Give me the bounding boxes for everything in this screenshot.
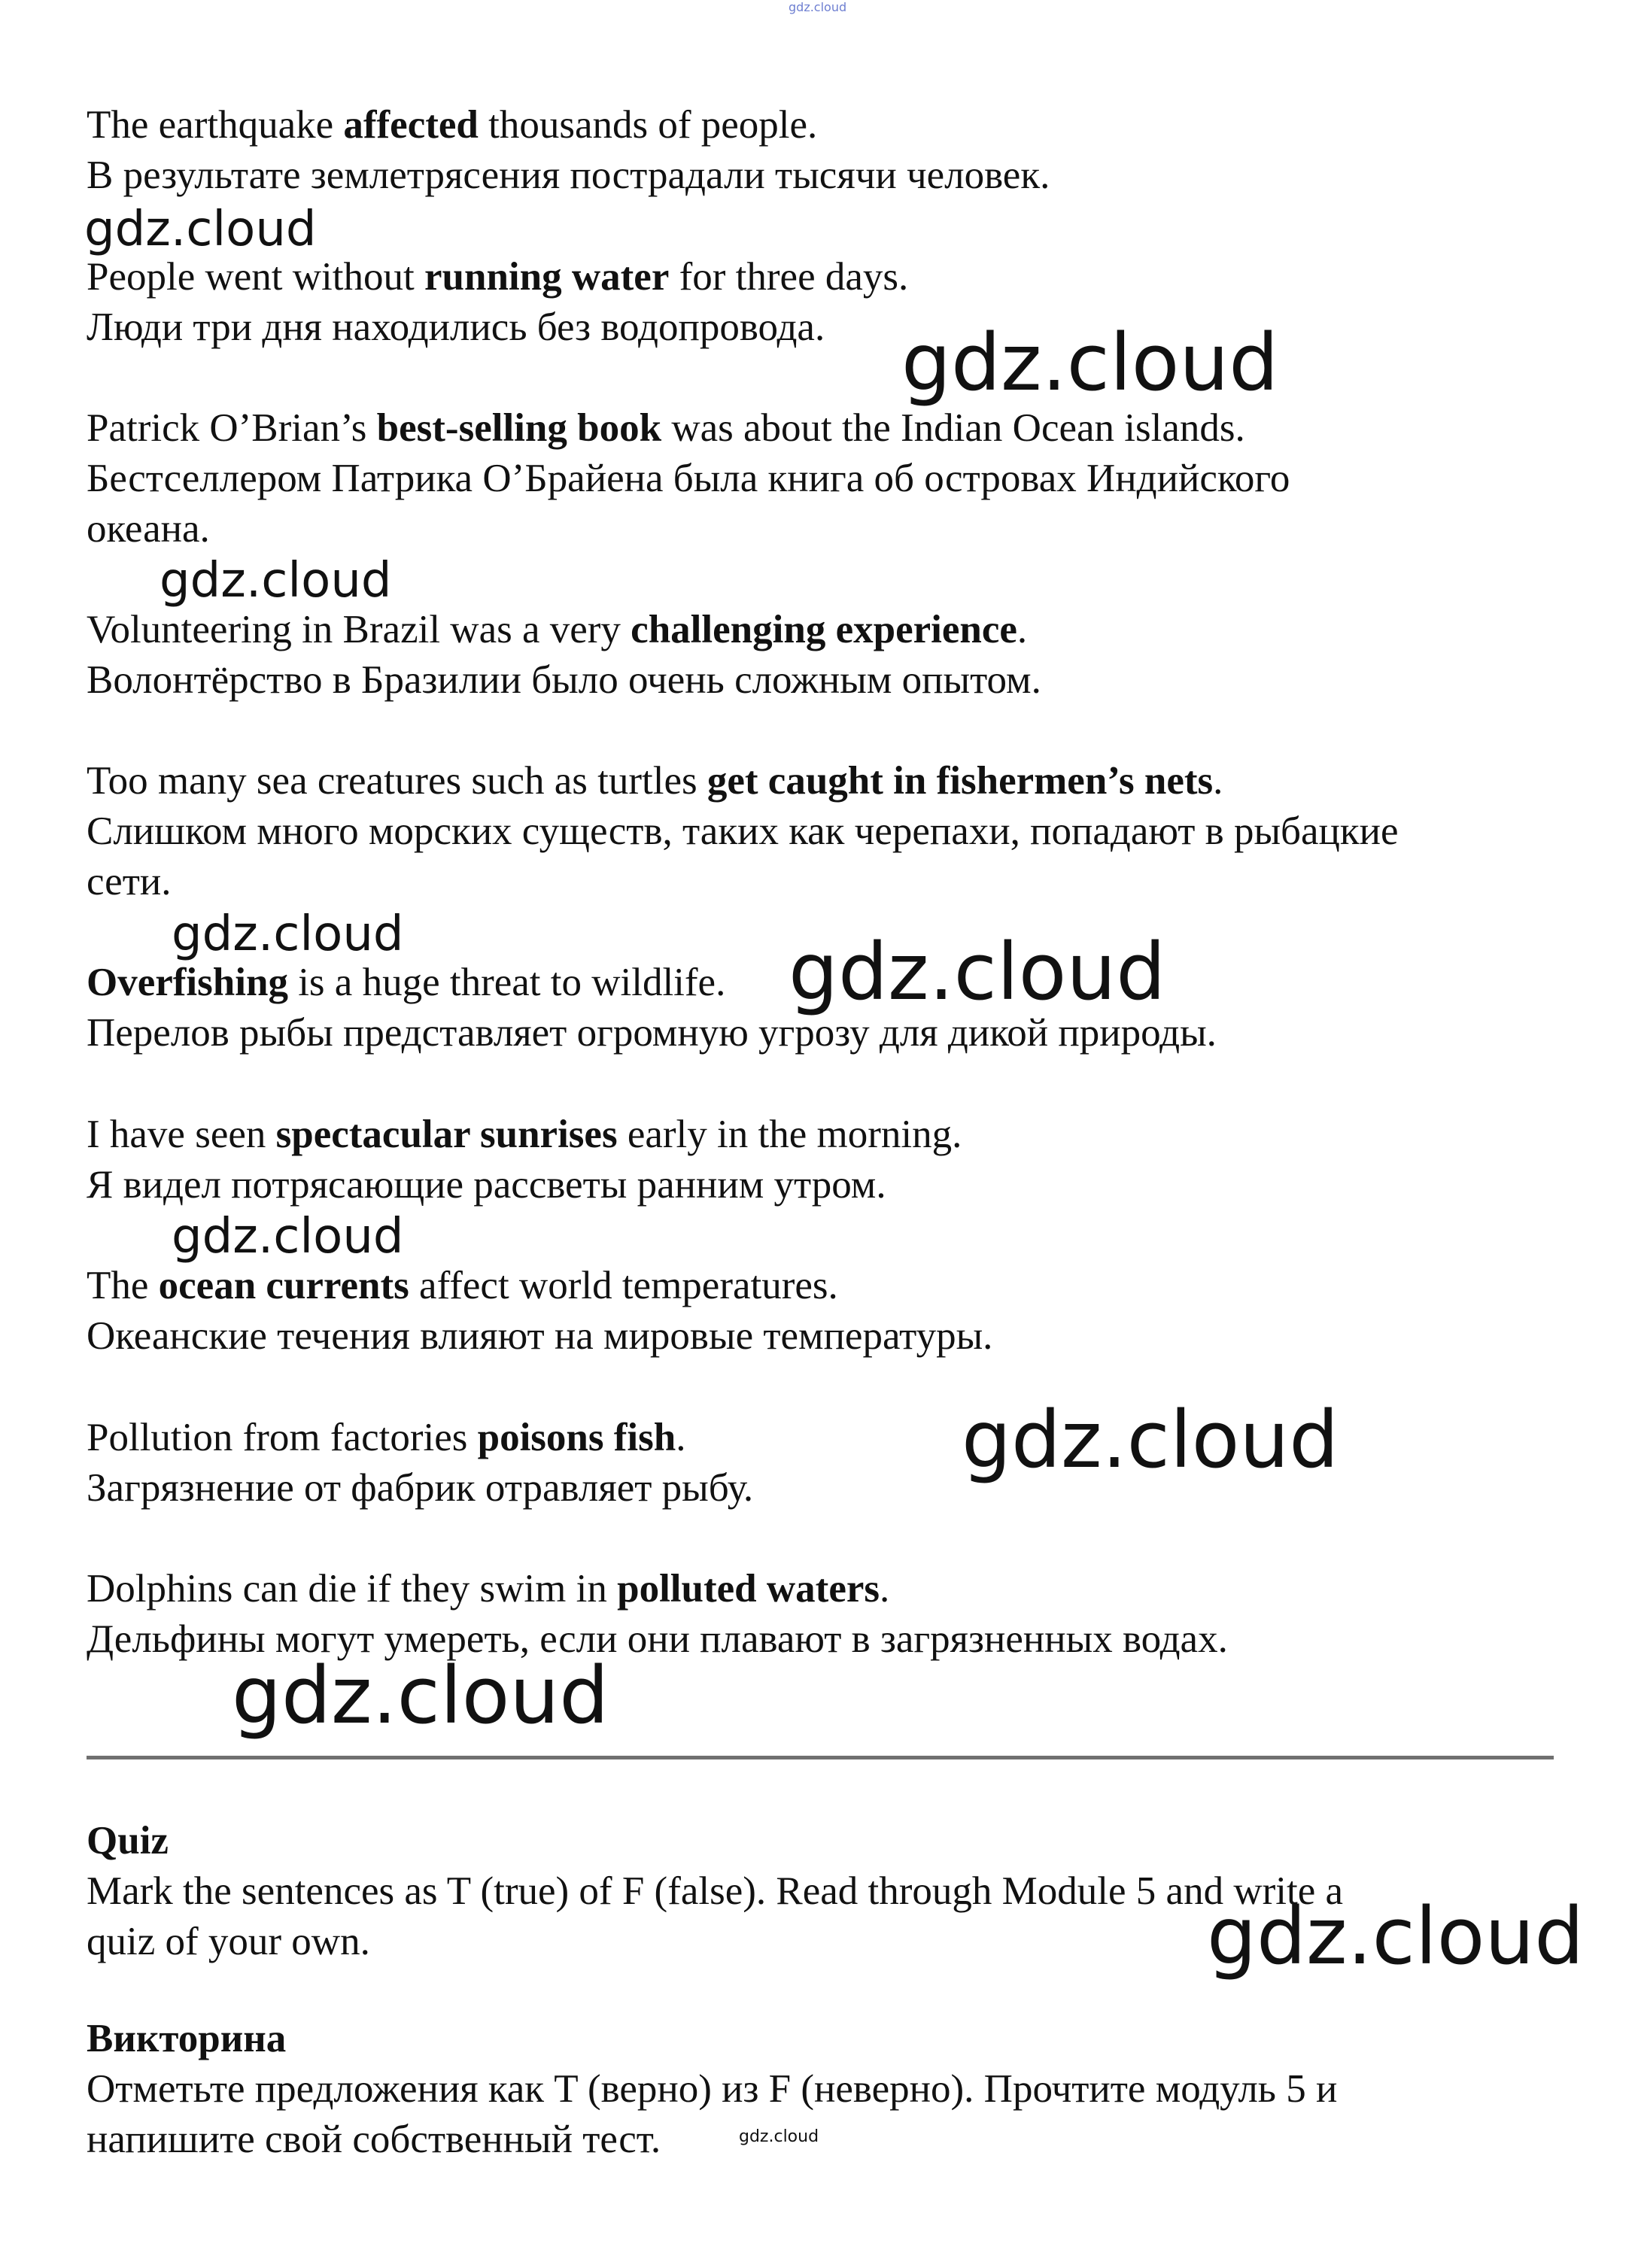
watermark: gdz.cloud [84,202,317,257]
english-sentence [87,404,1245,452]
sentence-text: I have seen [87,1113,276,1156]
russian-translation: Загрязнение от фабрик отравляет рыбу. [87,1466,754,1510]
quiz-instructions-ru-continued: напишите свой собственный тест. [87,2118,661,2161]
english-sentence [87,253,908,301]
sentence-text: was about the Indian Ocean islands. [661,406,1245,450]
english-sentence [87,1565,889,1613]
english-sentence [87,1110,962,1158]
sentence-text: Pollution from factories [87,1416,478,1459]
quiz-instructions-ru: Отметьте предложения как T (верно) из F (неверно). Прочтите модуль 5 и [87,2067,1338,2111]
watermark: gdz.cloud [160,553,392,609]
quiz-heading-ru [87,2014,286,2063]
english-sentence [87,606,1027,654]
sentence-text: Volunteering in Brazil was a very [87,608,631,651]
russian-translation: Океанские течения влияют на мировые температуры. [87,1314,993,1358]
quiz-heading-ru-text: Викторина [87,2017,287,2060]
sentence-text: is a huge threat to wildlife. [287,961,726,1004]
sentence-text: for three days. [669,255,909,299]
english-sentence [87,1413,686,1462]
sentence-text: . [676,1416,686,1459]
watermark: gdz.cloud [901,317,1279,408]
watermark: gdz.cloud [172,906,404,962]
sentence-text: Too many sea creatures such as turtles [87,759,707,803]
sentence-text: The [87,1264,159,1307]
quiz-heading [87,1817,169,1865]
russian-translation: Слишком много морских существ, таких как черепахи, попадают в рыбацкие [87,809,1399,853]
english-sentence [87,757,1223,805]
quiz-heading-text: Quiz [87,1819,169,1863]
sentence-text: . [1017,608,1028,651]
russian-translation: Я видел потрясающие рассветы ранним утром. [87,1163,886,1207]
watermark: gdz.cloud [172,1209,404,1265]
russian-translation-continued: сети. [87,860,172,903]
watermark: gdz.cloud [739,2127,819,2146]
quiz-instructions-continued: quiz of your own. [87,1920,370,1963]
watermark: gdz.cloud [962,1394,1339,1486]
english-sentence [87,1262,838,1310]
key-phrase: spectacular sunrises [275,1113,618,1156]
russian-translation: Волонтёрство в Бразилии было очень сложным опытом. [87,658,1041,702]
sentence-text: The earthquake [87,103,344,147]
key-phrase: poisons fish [477,1416,676,1459]
key-phrase: challenging experience [631,608,1017,651]
sentence-text: . [1213,759,1223,803]
quiz-instructions: Mark the sentences as T (true) of F (false). Read through Module 5 and write a [87,1869,1343,1913]
key-phrase: running water [424,255,670,299]
russian-translation-continued: океана. [87,507,210,551]
key-phrase: polluted waters [617,1567,880,1611]
sentence-text: . [880,1567,890,1611]
key-phrase: ocean currents [158,1264,409,1307]
key-phrase: affected [343,103,479,147]
sentence-text: early in the morning. [617,1113,962,1156]
key-phrase: best-selling book [376,406,662,450]
watermark: gdz.cloud [1207,1890,1585,1982]
russian-translation: Дельфины могут умереть, если они плавают в загрязненных водах. [87,1617,1228,1661]
english-sentence [87,958,725,1006]
sentence-text: Dolphins can die if they swim in [87,1567,618,1611]
russian-translation: Перелов рыбы представляет огромную угрозу для дикой природы. [87,1011,1217,1055]
key-phrase: get caught in fishermen’s nets [707,759,1214,803]
key-phrase: Overfishing [87,961,288,1004]
russian-translation: В результате землетрясения пострадали тысячи человек. [87,153,1050,197]
sentence-text: Patrick O’Brian’s [87,406,377,450]
sentence-text: affect world temperatures. [409,1264,838,1307]
sentence-text: thousands of people. [478,103,818,147]
section-divider [87,1756,1554,1759]
russian-translation: Бестселлером Патрика О’Брайена была книга об островах Индийского [87,457,1290,500]
watermark: gdz.cloud [789,926,1166,1018]
english-sentence [87,101,817,149]
russian-translation: Люди три дня находились без водопровода. [87,305,825,349]
sentence-text: People went without [87,255,424,299]
watermark-top: gdz.cloud [789,0,847,14]
watermark: gdz.cloud [232,1650,609,1741]
